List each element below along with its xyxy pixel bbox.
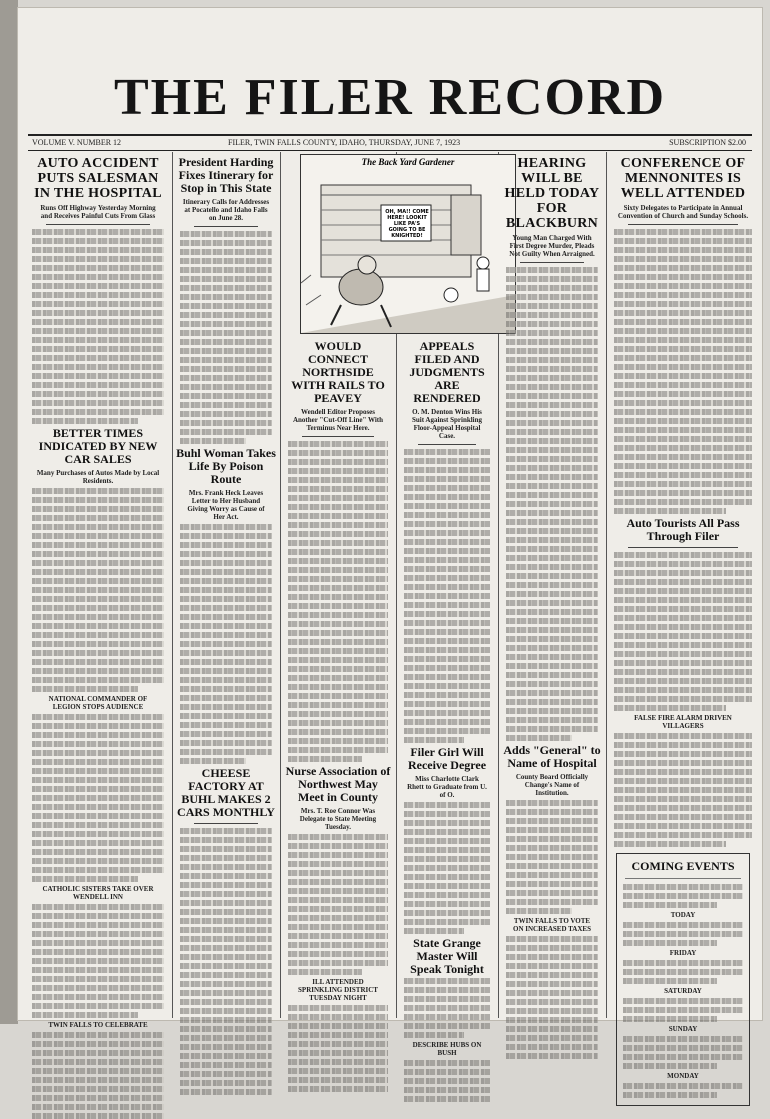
headline-hubs-on-bush: DESCRIBE HUBS ON BUSH [412,1041,482,1057]
article-body [176,231,276,444]
article-body [28,229,168,424]
deck-connect-northside: Wendell Editor Proposes Another "Cut-Off Line" With Terminus Near Here. [292,408,384,432]
deck-buhl-woman: Mrs. Frank Heck Leaves Letter to Her Husband Giving Worry as Cause of Her Act. [187,489,265,521]
headline-auto-accident: AUTO ACCIDENT PUTS SALESMAN IN THE HOSPITAL [34,156,162,201]
article-body [400,802,494,934]
headline-filer-girl: Filer Girl Will Receive Degree [407,745,487,772]
deck-nurse-association: Mrs. T. Roe Connor Was Delegate to State Meeting Tuesday. [299,807,377,831]
headline-sprinkling-district: ILL ATTENDED SPRINKLING DISTRICT TUESDAY NIGHT [298,978,378,1002]
article-body [284,1005,392,1092]
headline-false-fire-alarm: FALSE FIRE ALARM DRIVEN VILLAGERS [634,714,732,730]
article-body [176,524,276,764]
deck-appeals-filed: O. M. Denton Wins His Suit Against Sprinkling Floor-Appeal Hospital Case. [411,408,483,440]
subscription-price: SUBSCRIPTION $2.00 [669,138,746,147]
coming-events-title: COMING EVENTS [631,859,735,873]
masthead-title: THE FILER RECORD [113,69,667,126]
back-yard-gardener-cartoon [300,154,516,334]
dateline-bar [28,134,752,151]
event-day-monday: MONDAY [667,1072,699,1080]
deck-mennonites: Sixty Delegates to Participate in Annual Convention of Church and Sunday Schools. [617,204,749,220]
headline-appeals-filed: APPEALS FILED AND JUDGMENTS ARE RENDERED [409,339,485,405]
column-rule [280,152,281,1018]
article-body [400,449,494,743]
event-day-today: TODAY [670,911,696,919]
separator [418,444,476,445]
column-2 [176,154,276,1018]
headline-harding-itinerary: President Harding Fixes Itinerary for Stop in This State [178,155,274,195]
article-body [502,800,602,914]
column-1 [28,154,168,1029]
binding-edge [0,0,18,1024]
article-body [610,552,756,711]
deck-harding-itinerary: Itinerary Calls for Addresses at Pocatello and Idaho Falls on June 28. [182,198,270,222]
headline-better-times: BETTER TIMES INDICATED BY NEW CAR SALES [38,426,158,466]
headline-auto-tourists: Auto Tourists All Pass Through Filer [626,516,740,543]
article-body [28,488,168,692]
separator [628,224,738,225]
article-body [610,229,756,514]
place-date: FILER, TWIN FALLS COUNTY, IDAHO, THURSDAY, JUNE 7, 1923 [228,138,461,147]
article-body [176,828,276,1095]
article-body [284,441,392,762]
headline-connect-northside: WOULD CONNECT NORTHSIDE WITH RAILS TO PEAVEY [291,339,385,405]
separator [625,878,741,879]
deck-blackburn-hearing: Young Man Charged With First Degree Murder, Pleads Not Guilty When Arraigned. [509,234,595,258]
volume-number: VOLUME V. NUMBER 12 [32,138,122,147]
column-rule [606,152,607,1018]
article-body [28,904,168,1018]
column-3 [284,338,392,1018]
headline-cheese-factory: CHEESE FACTORY AT BUHL MAKES 2 CARS MONTHLY [177,766,275,819]
separator [46,224,150,225]
cartoon-caption: The Back Yard Gardener [361,157,455,167]
article-body [28,1032,168,1119]
column-rule [172,152,173,1018]
deck-filer-girl: Miss Charlotte Clark Rhett to Graduate from U. of O. [407,775,487,799]
article-body [502,267,602,741]
article-body [502,936,602,1059]
headline-nurse-association: Nurse Association of Northwest May Meet in County [285,764,391,804]
separator [520,262,584,263]
event-day-saturday: SATURDAY [664,987,702,995]
separator [194,226,258,227]
event-day-friday: FRIDAY [669,949,697,957]
column-5 [502,154,602,1018]
cartoon-illustration [301,155,515,333]
separator [628,547,738,548]
headline-twin-falls-taxes: TWIN FALLS TO VOTE ON INCREASED TAXES [513,917,591,933]
headline-blackburn-hearing: HEARING WILL BE HELD TODAY FOR BLACKBURN [504,156,600,231]
headline-mennonites: CONFERENCE OF MENNONITES IS WELL ATTENDED [620,156,746,201]
deck-better-times: Many Purchases of Autos Made by Local Residents. [36,469,160,485]
headline-twin-falls-celebrate: TWIN FALLS TO CELEBRATE [48,1021,148,1029]
article-body [284,834,392,975]
newspaper-page [18,8,762,1080]
headline-general-hospital: Adds "General" to Name of Hospital [503,743,601,770]
deck-general-hospital: County Board Officially Change's Name of Institution. [515,773,589,797]
headline-state-grange: State Grange Master Will Speak Tonight [410,936,484,976]
separator [194,823,258,824]
speech-balloon: OH, MA!! COME HERE! LOOKIT LIKE PA'S GOING TO BE KNIGHTED! [385,209,429,239]
column-4 [400,338,494,1057]
article-body [400,1060,494,1102]
event-day-sunday: SUNDAY [668,1025,698,1033]
deck-auto-accident: Runs Off Highway Yesterday Morning and Receives Painful Cuts From Glass [40,204,156,220]
coming-events-box [616,853,750,1106]
article-body [28,714,168,882]
article-body [400,978,494,1038]
article-body [610,733,756,847]
column-6 [610,154,756,1080]
headline-catholic-sisters: CATHOLIC SISTERS TAKE OVER WENDELL INN [42,885,154,901]
headline-legion-commander: NATIONAL COMMANDER OF LEGION STOPS AUDIENCE [48,695,148,711]
separator [302,436,374,437]
headline-buhl-woman: Buhl Woman Takes Life By Poison Route [176,446,276,486]
